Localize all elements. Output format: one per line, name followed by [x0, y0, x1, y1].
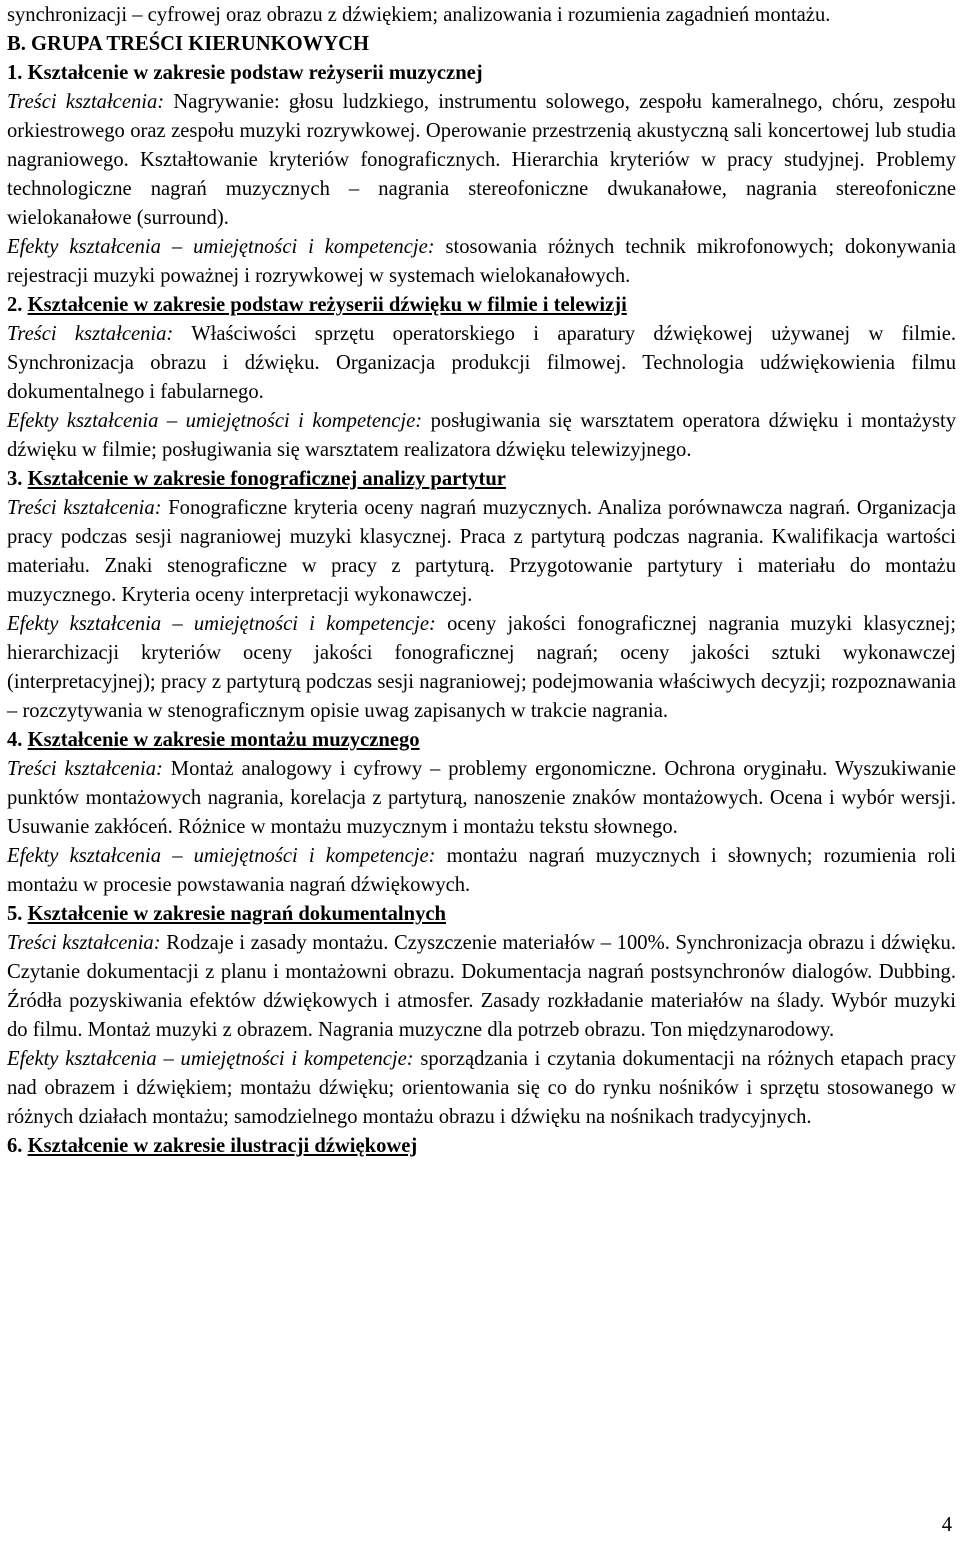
effects-label: Efekty kształcenia – umiejętności i kompetencje: — [7, 410, 423, 432]
effects-paragraph — [7, 1045, 956, 1132]
section-title: Kształcenie w zakresie montażu muzycznego — [27, 729, 420, 751]
content-paragraph — [7, 494, 956, 610]
content-label: Treści kształcenia: — [7, 323, 174, 345]
effects-text: montażu nagrań muzycznych i słownych; rozumienia roli montażu w procesie powstawania nagrań dźwiękowych. — [7, 845, 956, 896]
section-1 — [7, 59, 956, 291]
section-title: Kształcenie w zakresie fonograficznej analizy partytur — [27, 468, 506, 490]
section-heading — [7, 59, 956, 88]
effects-paragraph — [7, 233, 956, 291]
intro-paragraph: synchronizacji – cyfrowej oraz obrazu z dźwiękiem; analizowania i rozumienia zagadnień montażu. — [7, 4, 831, 26]
effects-paragraph — [7, 842, 956, 900]
effects-label: Efekty kształcenia – umiejętności i kompetencje: — [7, 613, 436, 635]
section-number: 5. — [7, 903, 23, 925]
content-label: Treści kształcenia: — [7, 91, 165, 113]
effects-text: stosowania różnych technik mikrofonowych; dokonywania rejestracji muzyki poważnej i rozrywkowej w systemach wielokanałowych. — [7, 236, 956, 287]
section-heading — [7, 291, 956, 320]
section-heading — [7, 465, 956, 494]
document-page — [7, 0, 956, 1161]
section-number: 6. — [7, 1135, 23, 1157]
section-4 — [7, 726, 956, 900]
content-text: Właściwości sprzętu operatorskiego i aparatury dźwiękowej używanej w filmie. Synchronizacja obrazu i dźwięku. Organizacja produkcji filmowej. Technologia udźwiękowienia filmu dokumentalnego i fabularnego. — [7, 323, 956, 403]
section-number: 4. — [7, 729, 23, 751]
section-title: Kształcenie w zakresie podstaw reżyserii muzycznej — [27, 62, 483, 84]
effects-text: oceny jakości fonograficznej nagrania muzyki klasycznej; hierarchizacji kryteriów oceny jakości fonograficznej nagrań; oceny jakości sztuki wykonawczej (interpretacyjnej); pracy z partyturą podczas sesji nagraniowej; podejmowania właściwych decyzji; rozpoznawania – rozczytywania w stenograficznym opisie uwag zapisanych w trakcie nagrania. — [7, 613, 957, 722]
section-5 — [7, 900, 956, 1132]
section-title: Kształcenie w zakresie ilustracji dźwiękowej — [27, 1135, 418, 1157]
section-number: 3. — [7, 468, 23, 490]
effects-paragraph — [7, 610, 956, 726]
effects-label: Efekty kształcenia – umiejętności i kompetencje: — [7, 845, 436, 867]
section-number: 2. — [7, 294, 23, 316]
content-paragraph — [7, 929, 956, 1045]
section-title: Kształcenie w zakresie podstaw reżyserii dźwięku w filmie i telewizji — [27, 294, 627, 316]
content-paragraph — [7, 755, 956, 842]
section-heading — [7, 1132, 956, 1161]
group-heading: B. GRUPA TREŚCI KIERUNKOWYCH — [7, 33, 369, 55]
content-paragraph — [7, 88, 956, 233]
effects-label: Efekty kształcenia – umiejętności i kompetencje: — [7, 236, 435, 258]
effects-label: Efekty kształcenia – umiejętności i kompetencje: — [7, 1048, 414, 1070]
effects-paragraph — [7, 407, 956, 465]
content-paragraph — [7, 320, 956, 407]
page-number: 4 — [941, 1514, 952, 1536]
section-3 — [7, 465, 956, 726]
effects-text: posługiwania się warsztatem operatora dźwięku i montażysty dźwięku w filmie; posługiwania się warsztatem realizatora dźwięku telewizyjnego. — [7, 410, 956, 461]
section-2 — [7, 291, 956, 465]
content-text: Rodzaje i zasady montażu. Czyszczenie materiałów – 100%. Synchronizacja obrazu i dźwięku. Czytanie dokumentacji z planu i montażowni obrazu. Dokumentacja nagrań postsynchronów dialogów. Dubbing. Źródła pozyskiwania efektów dźwiękowych i atmosfer. Zasady rozkładanie materiałów na ślady. Wybór muzyki do filmu. Montaż muzyki z obrazem. Nagrania muzyczne dla potrzeb obrazu. Ton międzynarodowy. — [7, 932, 956, 1041]
content-text: Montaż analogowy i cyfrowy – problemy ergonomiczne. Ochrona oryginału. Wyszukiwanie punktów montażowych nagrania, korelacja z partyturą, nanoszenie znaków montażowych. Ocena i wybór wersji. Usuwanie zakłóceń. Różnice w montażu muzycznym i montażu tekstu słownego. — [7, 758, 956, 838]
effects-text: sporządzania i czytania dokumentacji na różnych etapach pracy nad obrazem i dźwiękiem; montażu dźwięku; orientowania się co do rynku nośników i sprzętu stosowanego w różnych działach montażu; samodzielnego montażu obrazu i dźwięku na nośnikach tradycyjnych. — [7, 1048, 957, 1128]
section-number: 1. — [7, 62, 23, 84]
content-label: Treści kształcenia: — [7, 758, 163, 780]
section-6 — [7, 1132, 956, 1161]
content-text: Nagrywanie: głosu ludzkiego, instrumentu solowego, zespołu kameralnego, chóru, zespołu orkiestrowego oraz zespołu muzyki rozrywkowej. Operowanie przestrzenią akustyczną sali koncertowej lub studia nagraniowego. Kształtowanie kryteriów fonograficznych. Hierarchia kryteriów w pracy studyjnej. Problemy technologiczne nagrań muzycznych – nagrania stereofoniczne dwukanałowe, nagrania stereofoniczne wielokanałowe (surround). — [7, 91, 956, 229]
section-heading — [7, 726, 956, 755]
section-title: Kształcenie w zakresie nagrań dokumentalnych — [27, 903, 446, 925]
section-heading — [7, 900, 956, 929]
content-label: Treści kształcenia: — [7, 932, 161, 954]
content-label: Treści kształcenia: — [7, 497, 162, 519]
content-text: Fonograficzne kryteria oceny nagrań muzycznych. Analiza porównawcza nagrań. Organizacja pracy podczas sesji nagraniowej muzyki klasycznej. Praca z partyturą podczas nagrania. Kwalifikacja wartości materiału. Znaki stenograficzne w pracy z partyturą. Przygotowanie partytury i materiału do montażu muzycznego. Kryteria oceny interpretacji wykonawczej. — [7, 497, 956, 606]
